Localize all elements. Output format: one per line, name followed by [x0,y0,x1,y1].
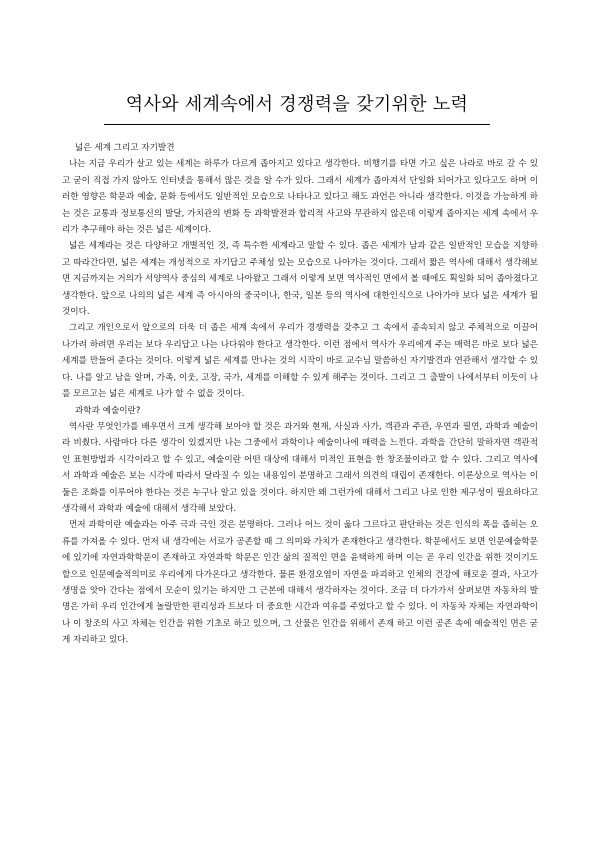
body-paragraph: 먼저 과학이란 예술과는 아주 극과 극인 것은 분명하다. 그러나 어느 것이 옳다 그르다고 판단하는 것은 인식의 폭을 좁히는 오류를 가져올 수 있다. 먼저 내 생각에는 서로가 공존할 때 그 의미와 가치가 존재한다고 생각한다. 학문에서도 보면 인문예술학문에 있기에 자연과학학문이 존재하고 자연과학 학문은 인간 삶의 질적인 면을 윤택하게 하며 이는 곧 우리 인간을 위한 것이기도 할으로 인문예술적의미로 우리에게 다가온다고 생각한다. 물론 환경오염이 자연을 파괴하고 인체의 건강에 해로운 결과, 사고가 생명을 앗아 간다는 점에서 모순이 있기는 하지만 그 근본에 대해서 생각하자는 것이다. 조금 더 다가가서 살펴보면 자동차의 발명은 가히 우리 인간에게 놀랄만한 편리성과 트보다 더 중요한 시간과 여유를 주었다고 할 수 있다. 이 자동차 자체는 자연과학이나 이 창조의 사고 자체는 인간을 위한 기초로 하고 있으며, 그 산물은 인간을 위해서 존재 하고 이런 공존 속에 예술적인 면은 굳게 자리하고 있다. [62,520,538,646]
body-paragraph: 넓은 세계라는 것은 다양하고 개별적인 것, 즉 특수한 세계라고 말할 수 있다. 좁은 세계가 남과 같은 일반적인 모습을 지향하고 따라간다면, 넓은 세계는 개성적으로 자기답고 주체성 있는 모습으로 나아가는 것이다. 그래서 짧은 역사에 대해서 생각해보면 지금까지는 거의가 서양역사 중심의 세계로 나아왔고 그래서 이렇게 보면 역사적인 면에서 볼 때에도 획일화 되어 좁아졌다고 생각한다. 앞으로 나의의 넓은 세계 즉 아시아의 중국이나, 한국, 일본 등의 역사에 대한인식으로 나아가야 보다 넓은 세계가 될 것이다. [62,241,538,318]
body-paragraph: 역사란 무엇인가를 배우면서 크게 생각해 보아야 할 것은 과거와 현재, 사실과 사가, 객관과 주관, 우연과 필연, 과학과 예술이라 비췄다. 사람마다 다른 생각이 있겠지만 나는 그중에서 과학이나 예술이나에 매력을 느낀다. 과학을 간단히 말하자면 객관적인 표현방법과 시각이라고 할 수 있고, 예술이란 어떤 대상에 대해서 미적인 표현을 한 창조물이라고 할 수 있다. 그리고 역사에서 과학과 예술은 보는 시각에 따라서 달라질 수 있는 내용임이 분명하고 그래서 의견의 대립이 존재한다. 이론상으로 역사는 이 둘은 조화를 이루어야 한다는 것은 누구나 알고 있을 것이다. 하지만 왜 그런가에 대해서 그리고 나로 인한 제구성이 필요하다고 생각해서 과학과 예술에 대해서 생각해 보았다. [62,421,538,514]
document-title: 역사와 세계속에서 경쟁력을 갖기위한 노력 [125,94,469,115]
body-paragraph: 그리고 개인으로서 앞으로의 더욱 더 좁은 세계 속에서 우리가 경쟁력을 갖추고 그 속에서 종속되지 않고 주체적으로 이끌어 나가려 하려면 우리는 보다 우리답고 나는 나다워야 한다고 생각한다. 이런 점에서 역사가 우리에게 주는 매력은 바로 보다 넓은 세계를 만들어 준다는 것이다. 이렇게 넓은 세계를 만나는 것의 시작이 바로 교수님 말씀하신 자기발견과 연관해서 생각할 수 있다. 나를 알고 남을 알며, 가족, 이웃, 고장, 국가, 세계를 이해할 수 있게 해주는 것이다. 그리고 그 출발이 나에서부터 이듯이 나를 모르고는 넓은 세계로 나가 할 수 없을 것이다. [62,323,538,400]
section-heading-wide-world: 넓은 세계 그리고 자기발견 [75,143,175,153]
body-paragraph: 나는 지금 우리가 살고 있는 세계는 하루가 다르게 좁아지고 있다고 생각한다. 비행기를 타면 가고 싶은 나라로 바로 갈 수 있고 굳이 직접 가지 않아도 인터넷을 통해서 많은 것을 알 수가 있다. 그래서 세계가 좁아져서 단일화 되어가고 있다고도 하며 이러한 영향은 학문과 예술, 문화 등에서도 일반적인 모습으로 나타나고 있다고 해도 과언은 아니라 생각한다. 이것을 가능하게 하는 것은 교통과 정보통신의 발달, 가치관의 변화 등 과학발전과 합리적 사고와 무관하지 않은데 이렇게 좁아지는 세계 속에서 우리가 추구해야 하는 것은 넓은 세계이다. [62,159,538,236]
document-body [62,140,538,649]
section-heading-science-art: 과학과 예술이란? [75,405,141,416]
title-underline [104,124,490,125]
